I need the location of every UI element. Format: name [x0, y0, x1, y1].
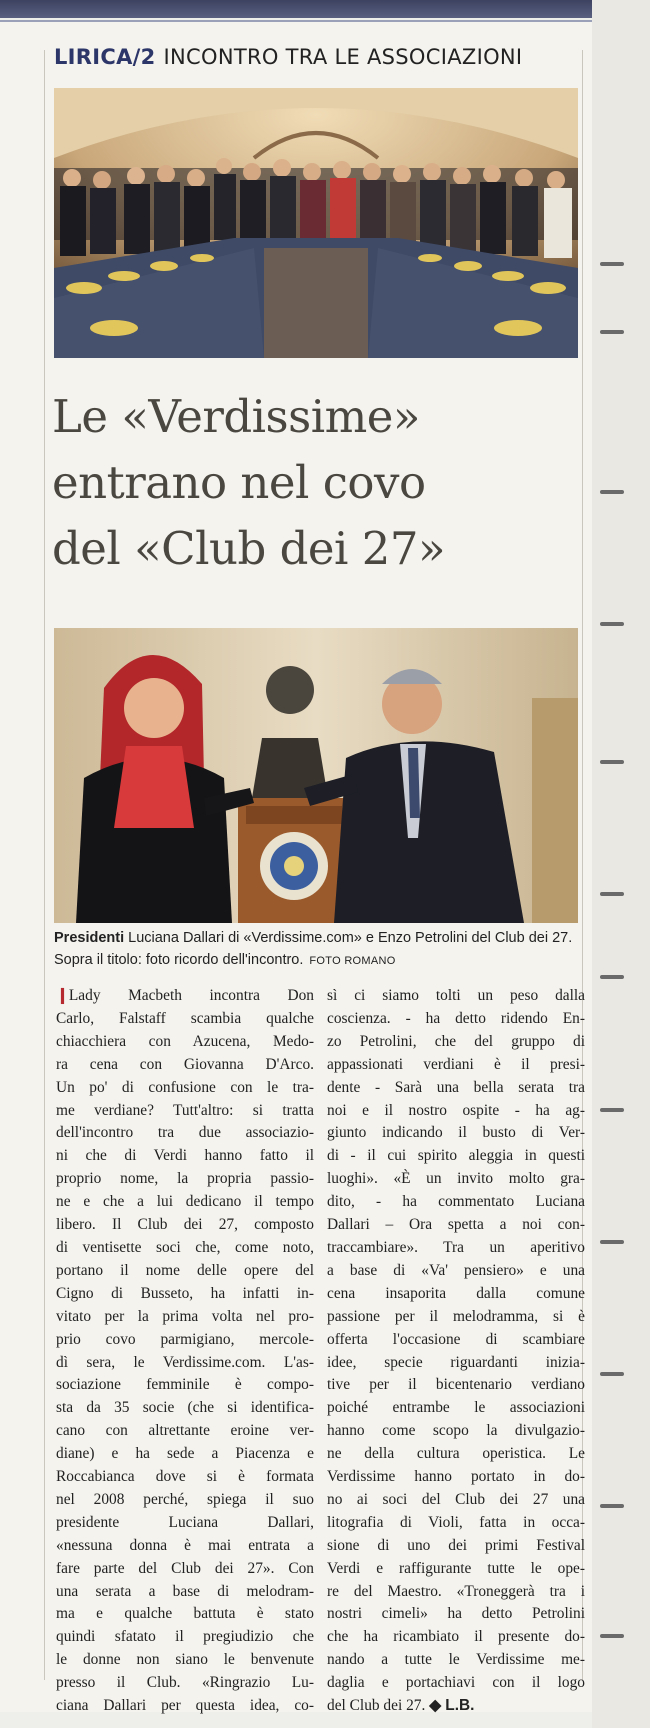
article-line: nando a tutte le Verdissime me- — [327, 1651, 585, 1669]
article-line: passione per il melodramma, si è — [327, 1307, 585, 1325]
article-line: re del Maestro. «Troneggerà tra i — [327, 1582, 585, 1600]
article-line: traccambiare». Tra un aperitivo — [327, 1238, 585, 1256]
margin-mark — [600, 760, 624, 764]
article-line: dell'incontro tra due associazio- — [56, 1124, 314, 1142]
article-line: di - il cui spirito aleggia in questi — [327, 1147, 585, 1165]
article-line: sì ci siamo tolti un peso dalla — [327, 987, 585, 1004]
paragraph-marker-icon: ❙ — [56, 987, 69, 1004]
article-line: cena insaporita dalla comune — [327, 1284, 585, 1302]
article-line: prio covo parmigiano, mercole- — [56, 1330, 314, 1348]
margin-mark — [600, 262, 624, 266]
article-line: a base di «Va' pensiero» e una — [327, 1261, 585, 1279]
article-line: vitato per la prima volta nel pro- — [56, 1307, 314, 1325]
margin-mark — [600, 1504, 624, 1508]
article-line: Verdissime hanno portato in do- — [327, 1468, 585, 1486]
margin-mark — [600, 490, 624, 494]
article-headline — [52, 384, 582, 582]
article-line: che ha ricambiato il presente do- — [327, 1628, 585, 1646]
margin-mark — [600, 892, 624, 896]
headline-line: del «Club dei 27» — [52, 522, 446, 575]
article-line: ❙Lady Macbeth incontra Don — [56, 987, 314, 1004]
article-line: fare parte del Club dei 27». Con — [56, 1559, 314, 1577]
group-photo-illustration — [54, 88, 578, 358]
article-line: ra cena con Giovanna D'Arco. — [56, 1055, 314, 1073]
article-line: presso il Club. «Ringrazio Lu- — [56, 1674, 314, 1692]
photo-credit: FOTO ROMANO — [309, 955, 396, 967]
article-line: ma e qualche battuta è stato — [56, 1605, 314, 1623]
article-line: cano con altrettante eroine ver- — [56, 1422, 314, 1440]
margin-mark — [600, 330, 624, 334]
article-line: me verdiane? Tutt'altro: si tratta — [56, 1101, 314, 1119]
page-top-bar — [0, 0, 592, 18]
margin-mark — [600, 1240, 624, 1244]
article-line: poiché entrambe le associazioni — [327, 1399, 585, 1417]
article-line: nostri cimeli» ha detto Petrolini — [327, 1605, 585, 1623]
group-photo — [54, 88, 578, 358]
headline-line: entrano nel covo — [52, 456, 426, 509]
margin-mark — [600, 1634, 624, 1638]
article-line: ne e che a lui dedicano il tempo — [56, 1193, 314, 1211]
article-line: hanno come scopo la divulgazio- — [327, 1422, 585, 1440]
article-column-2 — [327, 985, 585, 1718]
scan-margin — [592, 0, 650, 1728]
article-line: Un po' di confusione con le tra- — [56, 1078, 314, 1096]
article-line: appassionati verdiani è il presi- — [327, 1055, 585, 1073]
article-line: tive per il bicentenario verdiano — [327, 1376, 585, 1394]
article-line: dente - Sarà una bella serata tra — [327, 1078, 585, 1096]
presidents-photo — [54, 628, 578, 923]
article-line: offerta l'occasione di scambiare — [327, 1330, 585, 1348]
article-line: nel 2008 perché, spiega il suo — [56, 1490, 314, 1508]
article-line: le donne non siano le benvenute — [56, 1651, 314, 1669]
article-column-1 — [56, 985, 314, 1718]
caption-text: Luciana Dallari di «Verdissime.com» e Enzo Petrolini del Club dei 27. Sopra il titolo: foto ricordo dell'incontro. — [54, 930, 573, 968]
article-line: una serata a base di melodram- — [56, 1582, 314, 1600]
column-rule-left — [44, 50, 45, 1680]
article-line: litografia di Violi, fatta in occa- — [327, 1513, 585, 1531]
article-line: Verdi e raffigurante tutte le ope- — [327, 1559, 585, 1577]
article-line: noi e il nostro ospite - ha ag- — [327, 1101, 585, 1119]
article-line: sta da 35 socie (che si identifica- — [56, 1399, 314, 1417]
article-line: Roccabianca dove si è formata — [56, 1468, 314, 1486]
article-line: sione di uno dei primi Festival — [327, 1536, 585, 1554]
article-line: sociazione femminile è compo- — [56, 1376, 314, 1394]
article-line: «nessuna donna è mai entrata a — [56, 1536, 314, 1554]
article-line: dì sera, le Verdissime.com. L'as- — [56, 1353, 314, 1371]
margin-mark — [600, 975, 624, 979]
margin-mark — [600, 1108, 624, 1112]
photo-caption — [54, 927, 582, 972]
article-line: no ai soci del Club dei 27 una — [327, 1490, 585, 1508]
topic-label: INCONTRO TRA LE ASSOCIAZIONI — [163, 45, 523, 69]
article-line: diane) e ha sede a Piacenza e — [56, 1445, 314, 1463]
article-line: portano il nome delle opere del — [56, 1261, 314, 1279]
article-line: ni che di Verdi hanno fatto il — [56, 1147, 314, 1165]
margin-mark — [600, 622, 624, 626]
article-line: presidente Luciana Dallari, — [56, 1513, 314, 1531]
article-line: ciana Dallari per questa idea, co- — [56, 1697, 314, 1715]
article-line: Carlo, Falstaff scambia qualche — [56, 1009, 314, 1027]
article-line: coscienza. - ha detto ridendo En- — [327, 1009, 585, 1027]
caption-lead: Presidenti — [54, 930, 125, 946]
article-line: proprio nome, la propria passio- — [56, 1170, 314, 1188]
article-line: daglia e portachiavi con il logo — [327, 1674, 585, 1692]
article-line: quindi sfatato il pregiudizio che — [56, 1628, 314, 1646]
article-line: giunto indicando il busto di Ver- — [327, 1124, 585, 1142]
section-label: LIRICA/2 — [54, 45, 156, 69]
article-line: Cigno di Busseto, ha infatti in- — [56, 1284, 314, 1302]
article-line: Dallari – Ora spetta a noi con- — [327, 1216, 585, 1234]
article-line: luoghi». «È un invito molto gra- — [327, 1170, 585, 1188]
article-line: zo Petrolini, che del gruppo di — [327, 1032, 585, 1050]
article-line: libero. Il Club dei 27, composto — [56, 1216, 314, 1234]
presidents-photo-illustration — [54, 628, 578, 923]
margin-mark — [600, 1372, 624, 1376]
article-line: di ventisette soci che, come noto, — [56, 1238, 314, 1256]
headline-line: Le «Verdissime» — [52, 390, 420, 443]
article-line: dito, - ha commentato Luciana — [327, 1193, 585, 1211]
article-line: idee, specie riguardanti inizia- — [327, 1353, 585, 1371]
article-line: ne della cultura operistica. Le — [327, 1445, 585, 1463]
section-kicker — [54, 45, 522, 75]
article-line: del Club dei 27. ◆ L.B. — [327, 1697, 475, 1715]
author-signature: ◆ L.B. — [429, 1697, 475, 1715]
article-line: chiacchiera con Azucena, Medo- — [56, 1032, 314, 1050]
